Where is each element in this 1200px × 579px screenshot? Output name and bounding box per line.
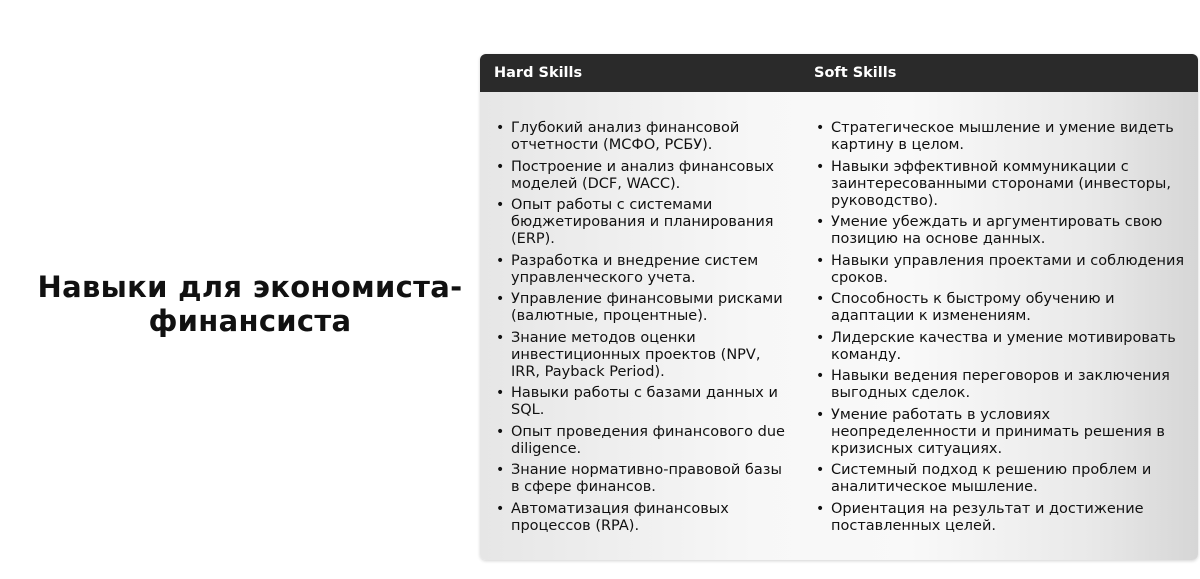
skills-table: [480, 54, 1198, 560]
hard-skill-item: [494, 330, 790, 381]
soft-skill-item: [814, 291, 1189, 325]
soft-skill-item: [814, 368, 1189, 402]
soft-skill-item: [814, 462, 1189, 496]
hard-skill-item-text: Автоматизация финансовых процессов (RPA).: [511, 500, 729, 534]
hard-skill-item-text: Разработка и внедрение систем управленческого учета.: [511, 252, 759, 286]
hard-skills-list: [494, 120, 790, 539]
bullet-icon: •: [816, 500, 825, 517]
bullet-icon: •: [816, 462, 825, 478]
soft-skills-list: [814, 120, 1189, 539]
hard-skill-item-text: Опыт работы с системами бюджетирования и планирования (ERP).: [511, 197, 774, 247]
page-title: Навыки для экономиста-финансиста: [37, 270, 463, 338]
soft-skill-item-text: Умение работать в условиях неопределенности и принимать решения в кризисных ситуациях.: [831, 406, 1165, 457]
bullet-icon: •: [816, 291, 825, 307]
hard-skill-item: [494, 291, 790, 325]
soft-skill-item-text: Способность к быстрому обучению и адаптации к изменениям.: [831, 291, 1115, 324]
soft-skill-item: [814, 159, 1189, 210]
hard-skill-item-text: Глубокий анализ финансовой отчетности (МСФО, РСБУ).: [511, 120, 740, 153]
hard-skill-item: [494, 501, 790, 535]
hard-skill-item: [494, 253, 790, 287]
soft-skill-item: [814, 253, 1189, 287]
bullet-icon: •: [496, 423, 505, 440]
bullet-icon: •: [496, 197, 505, 213]
hard-skill-item: [494, 159, 790, 193]
bullet-icon: •: [496, 329, 505, 346]
soft-skill-item-text: Навыки управления проектами и соблюдения сроков.: [831, 252, 1185, 286]
soft-skill-item: [814, 214, 1189, 248]
soft-skill-item-text: Стратегическое мышление и умение видеть картину в целом.: [831, 120, 1174, 153]
hard-skill-item: [494, 120, 790, 154]
bullet-icon: •: [496, 462, 505, 478]
soft-skill-item: [814, 120, 1189, 154]
hard-skill-item-text: Опыт проведения финансового due diligence.: [511, 423, 785, 457]
soft-skill-item-text: Навыки ведения переговоров и заключения выгодных сделок.: [831, 368, 1170, 401]
bullet-icon: •: [816, 214, 825, 230]
bullet-icon: •: [496, 500, 505, 517]
hard-skills-header: Hard Skills: [494, 65, 583, 81]
bullet-icon: •: [496, 385, 505, 401]
bullet-icon: •: [496, 158, 505, 175]
hard-skill-item-text: Знание нормативно-правовой базы в сфере финансов.: [511, 462, 782, 495]
bullet-icon: •: [816, 252, 825, 269]
soft-skill-item-text: Системный подход к решению проблем и аналитическое мышление.: [831, 462, 1152, 495]
bullet-icon: •: [816, 158, 825, 175]
bullet-icon: •: [496, 120, 505, 136]
hard-skill-item-text: Построение и анализ финансовых моделей (DCF, WACC).: [511, 158, 775, 192]
hard-skill-item-text: Знание методов оценки инвестиционных проектов (NPV, IRR, Payback Period).: [511, 329, 761, 380]
soft-skills-header: Soft Skills: [814, 65, 897, 81]
soft-skill-item-text: Навыки эффективной коммуникации с заинтересованными сторонами (инвесторы, руководство).: [831, 158, 1171, 209]
soft-skill-item-text: Умение убеждать и аргументировать свою позицию на основе данных.: [831, 214, 1163, 247]
soft-skill-item-text: Ориентация на результат и достижение поставленных целей.: [831, 500, 1144, 534]
bullet-icon: •: [816, 120, 825, 136]
soft-skill-item: [814, 330, 1189, 364]
bullet-icon: •: [496, 291, 505, 307]
soft-skill-item: [814, 407, 1189, 458]
soft-skill-item: [814, 501, 1189, 535]
table-header: [480, 54, 1198, 92]
bullet-icon: •: [816, 406, 825, 423]
bullet-icon: •: [496, 252, 505, 269]
soft-skill-item-text: Лидерские качества и умение мотивировать команду.: [831, 329, 1176, 363]
bullet-icon: •: [816, 329, 825, 346]
hard-skill-item-text: Управление финансовыми рисками (валютные, процентные).: [511, 291, 783, 324]
bullet-icon: •: [816, 368, 825, 384]
hard-skill-item-text: Навыки работы с базами данных и SQL.: [511, 385, 778, 418]
hard-skill-item: [494, 424, 790, 458]
hard-skill-item: [494, 197, 790, 248]
hard-skill-item: [494, 385, 790, 419]
hard-skill-item: [494, 462, 790, 496]
